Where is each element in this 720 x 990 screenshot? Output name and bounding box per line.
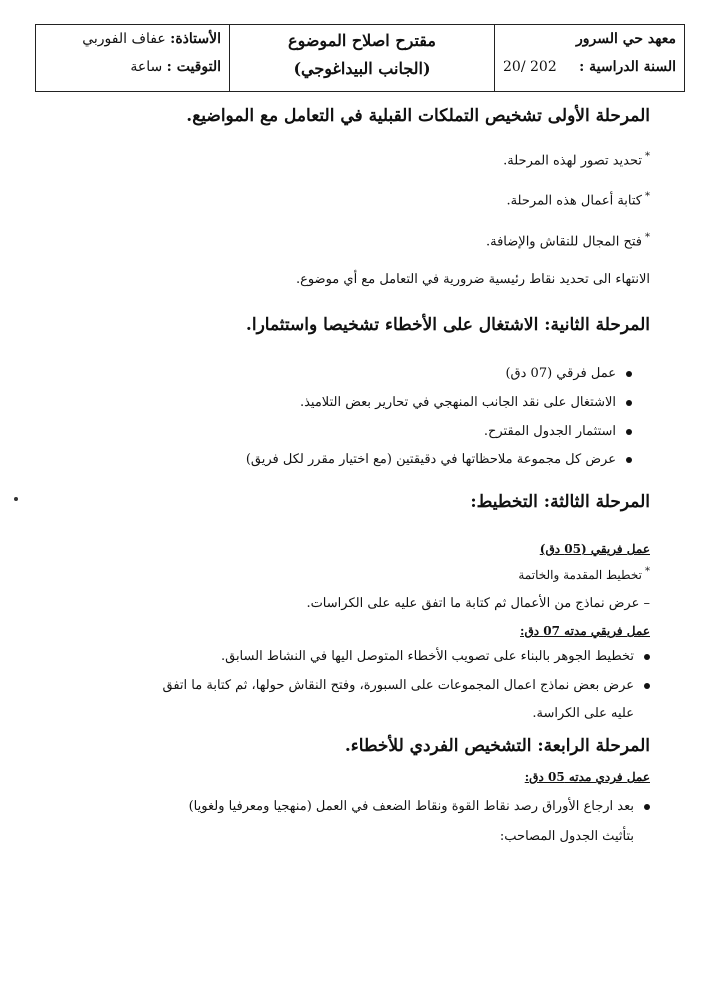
stage2-bullet-text: عمل فرقي (07 دق) bbox=[505, 366, 616, 381]
stage2-bullet bbox=[505, 366, 632, 381]
header-teacher-cell bbox=[36, 25, 229, 91]
bullet-dot bbox=[644, 804, 650, 810]
stage3-group1-heading: عمل فريقي (05 دق) bbox=[539, 542, 650, 556]
stage2-title: المرحلة الثانية: الاشتغال على الأخطاء تشخيصا واستثمارا. bbox=[245, 315, 650, 335]
stage1-item-text: فتح المجال للنقاش والإضافة. bbox=[485, 234, 642, 250]
stage1-item: *كتابة أعمال هذه المرحلة. bbox=[506, 191, 650, 209]
duration-label: التوقيت : bbox=[166, 59, 221, 75]
institute-name: معهد حي السرور bbox=[575, 31, 676, 47]
stage2-bullet bbox=[484, 424, 632, 439]
stage2-bullet-text: الاشتغال على نقد الجانب المنهجي في تحارير بعض التلاميذ. bbox=[299, 395, 616, 410]
stage2-bullet bbox=[246, 452, 632, 467]
stage4-title: المرحلة الرابعة: التشخيص الفردي للأخطاء. bbox=[344, 736, 650, 756]
bullet-dot bbox=[626, 457, 632, 463]
duration-value: ساعة bbox=[130, 59, 163, 75]
stage1-title: المرحلة الأولى تشخيص التملكات القبلية في التعامل مع المواضيع. bbox=[186, 106, 650, 126]
stage1-item: *فتح المجال للنقاش والإضافة. bbox=[485, 232, 650, 250]
school-year-value: 202 /20 bbox=[503, 59, 557, 75]
scan-speck bbox=[14, 497, 18, 501]
stage2-bullet bbox=[300, 395, 632, 410]
stage4-bullet bbox=[189, 799, 650, 814]
stage3-bullet bbox=[221, 649, 650, 664]
document-subtitle: (الجانب البيداغوجي) bbox=[293, 59, 431, 78]
stage1-item: *تحديد تصور لهذه المرحلة. bbox=[503, 151, 650, 169]
stage2-bullet-text: عرض كل مجموعة ملاحظاتها في دقيقتين (مع اختيار مقرر لكل فريق) bbox=[245, 452, 616, 467]
stage3-group2-heading: عمل فريقي مدته 07 دق: bbox=[520, 624, 650, 638]
bullet-dot bbox=[626, 429, 632, 435]
stage3-group1-item: *تخطيط المقدمة والخاتمة bbox=[518, 566, 650, 582]
stage1-item-text: تحديد تصور لهذه المرحلة. bbox=[503, 153, 642, 169]
stage3-title: المرحلة الثالثة: التخطيط: bbox=[470, 492, 650, 512]
stage3-bullet-text: عرض بعض نماذج اعمال المجموعات على السبورة، وفتح النقاش حولها، ثم كتابة ما اتفق bbox=[162, 678, 634, 693]
stage2-bullet-text: استثمار الجدول المقترح. bbox=[483, 424, 616, 439]
stage3-bullet bbox=[163, 678, 650, 693]
school-year-label: السنة الدراسية : bbox=[579, 59, 676, 75]
bullet-dot bbox=[626, 371, 632, 377]
header-table bbox=[35, 24, 685, 92]
stage1-item-text: كتابة أعمال هذه المرحلة. bbox=[506, 193, 642, 209]
teacher-label: الأستاذة: bbox=[170, 31, 221, 47]
header-institute-cell bbox=[494, 25, 684, 91]
stage3-bullet-continuation: عليه على الكراسة. bbox=[532, 706, 634, 721]
teacher-name: عفاف الفوربي bbox=[82, 31, 166, 47]
bullet-dot bbox=[626, 400, 632, 406]
document-title: مقترح اصلاح الموضوع bbox=[288, 31, 436, 50]
header-title-cell bbox=[229, 25, 494, 91]
stage3-group1-item-text: تخطيط المقدمة والخاتمة bbox=[518, 568, 642, 582]
stage4-heading: عمل فردي مدته 05 دق: bbox=[524, 770, 650, 784]
bullet-dot bbox=[644, 654, 650, 660]
stage1-conclusion: الانتهاء الى تحديد نقاط رئيسية ضرورية في التعامل مع أي موضوع. bbox=[295, 272, 650, 287]
bullet-dot bbox=[644, 683, 650, 689]
stage4-bullet-text: بعد ارجاع الأوراق رصد نقاط القوة ونقاط الضعف في العمل (منهجيا ومعرفيا ولغويا) bbox=[188, 799, 634, 814]
stage4-continuation: بتأثيث الجدول المصاحب: bbox=[499, 829, 634, 844]
stage3-group1-item2: – عرض نماذج من الأعمال ثم كتابة ما اتفق عليه على الكراسات. bbox=[306, 596, 650, 611]
stage3-bullet-text: تخطيط الجوهر بالبناء على تصويب الأخطاء المتوصل اليها في النشاط السابق. bbox=[220, 649, 634, 664]
